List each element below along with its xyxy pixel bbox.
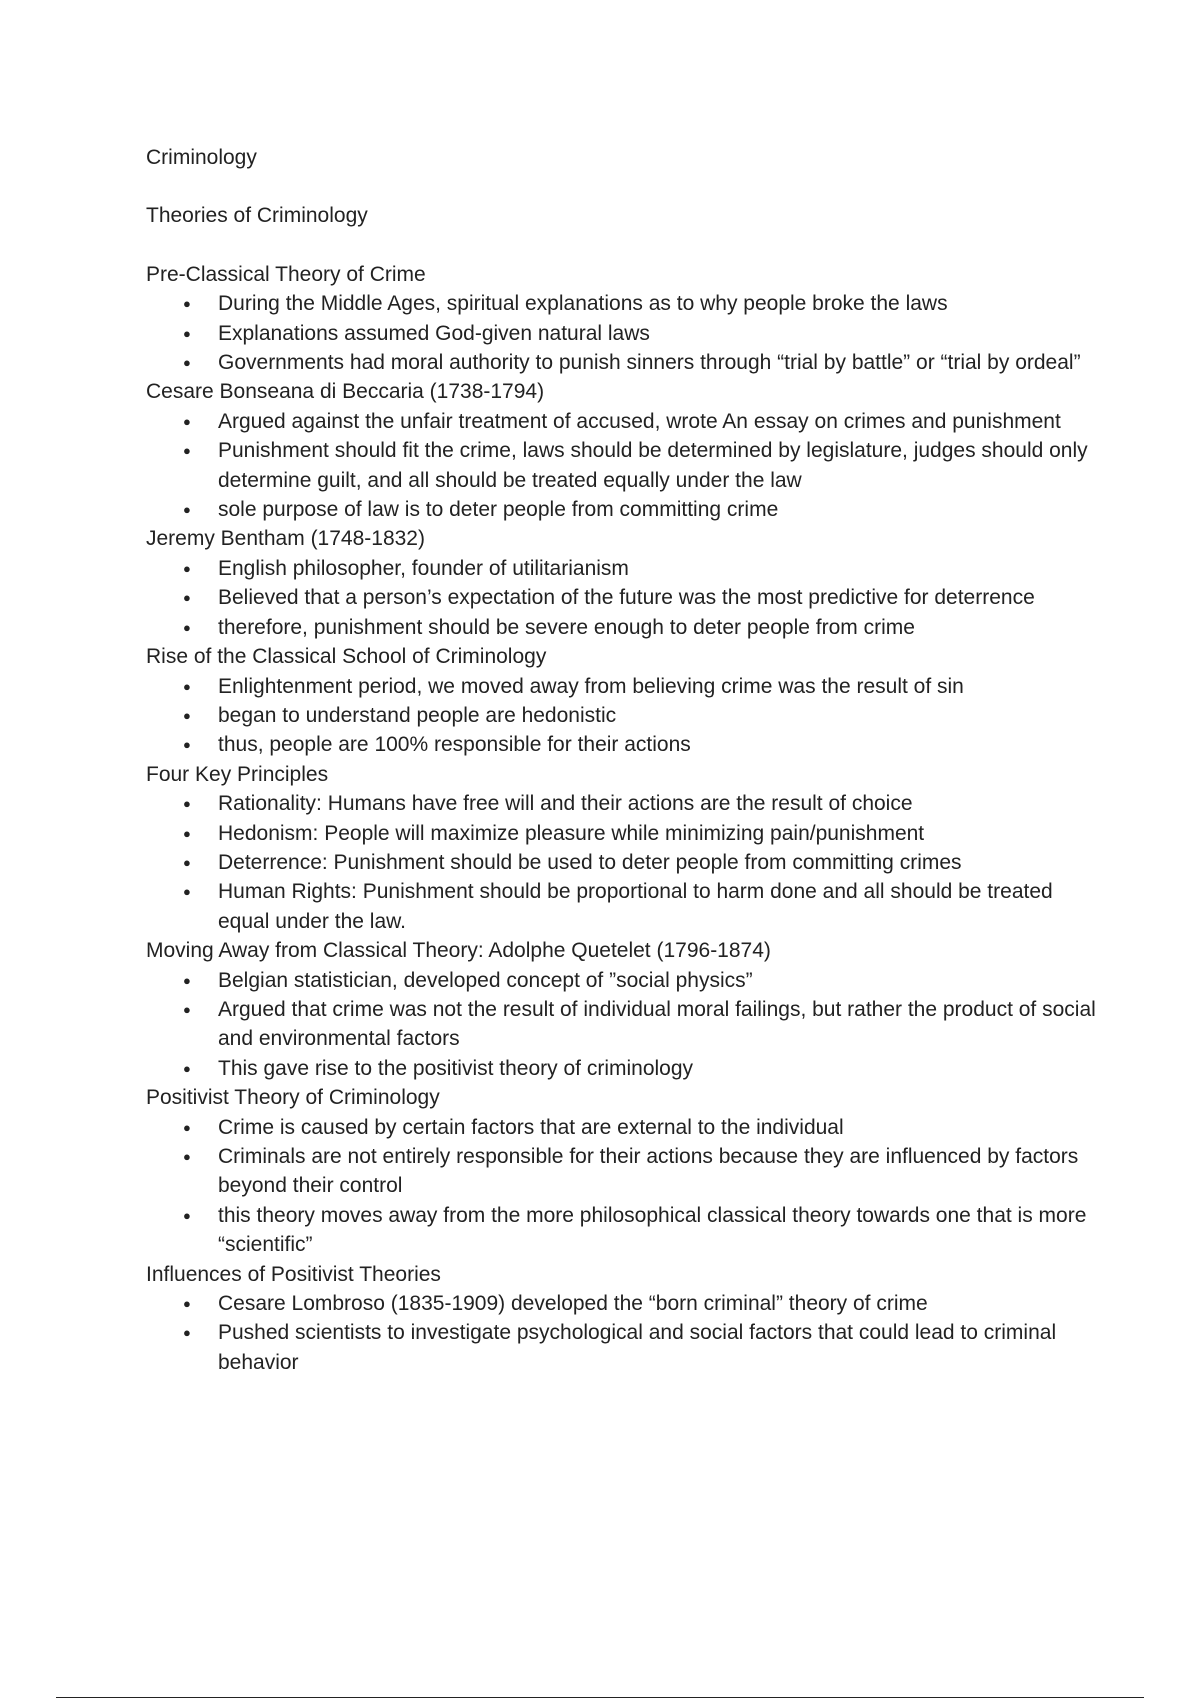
list-item: ● English philosopher, founder of utilitarianism [146,554,1106,583]
list-item: ● Governments had moral authority to punish sinners through “trial by battle” or “trial by ordeal” [146,348,1106,377]
list-item: ● Human Rights: Punishment should be proportional to harm done and all should be treated equal under the law. [146,877,1106,936]
list-item: ● thus, people are 100% responsible for their actions [146,730,1106,759]
section-pre-classical [146,260,1106,378]
list-item: ● This gave rise to the positivist theory of criminology [146,1054,1106,1083]
section-four-key-principles [146,760,1106,936]
bottom-divider [56,1697,1144,1698]
list-item: ● Pushed scientists to investigate psychological and social factors that could lead to criminal behavior [146,1318,1106,1377]
list-item: ● Hedonism: People will maximize pleasure while minimizing pain/punishment [146,819,1106,848]
document-title: Criminology [146,146,257,169]
section-positivist-influences [146,1260,1106,1378]
list-item: ● began to understand people are hedonistic [146,701,1106,730]
list-item: ● Believed that a person’s expectation of the future was the most predictive for deterrence [146,583,1106,612]
list-item: ● Belgian statistician, developed concept of ”social physics” [146,966,1106,995]
section-heading: Moving Away from Classical Theory: Adolphe Quetelet (1796-1874) [146,939,771,963]
list-item: ● Punishment should fit the crime, laws should be determined by legislature, judges should only determine guilt, and all should be treated equally under the law [146,436,1106,495]
section-positivist-theory [146,1083,1106,1259]
bullet-list [146,1289,1106,1377]
list-item: ● Argued that crime was not the result of individual moral failings, but rather the product of social and environmental factors [146,995,1106,1054]
list-item: ● Crime is caused by certain factors that are external to the individual [146,1113,1106,1142]
bullet-list [146,1113,1106,1260]
bullet-list [146,407,1106,525]
list-item: ● therefore, punishment should be severe enough to deter people from crime [146,613,1106,642]
bullet-list [146,289,1106,377]
section-classical-school [146,642,1106,760]
section-quetelet [146,936,1106,1083]
list-item: ● sole purpose of law is to deter people from committing crime [146,495,1106,524]
document-subtitle: Theories of Criminology [146,204,368,228]
section-heading: Rise of the Classical School of Criminology [146,645,547,669]
list-item: ● Argued against the unfair treatment of accused, wrote An essay on crimes and punishment [146,407,1106,436]
section-heading: Jeremy Bentham (1748-1832) [146,527,425,551]
bullet-list [146,789,1106,936]
list-item: ● Cesare Lombroso (1835-1909) developed the “born criminal” theory of crime [146,1289,1106,1318]
bullet-list [146,672,1106,760]
section-heading: Influences of Positivist Theories [146,1262,441,1286]
list-item: ● Enlightenment period, we moved away from believing crime was the result of sin [146,672,1106,701]
bullet-list [146,554,1106,642]
section-heading: Cesare Bonseana di Beccaria (1738-1794) [146,380,545,404]
list-item: ● this theory moves away from the more philosophical classical theory towards one that is more “scientific” [146,1201,1106,1260]
document-page [146,143,1106,1377]
list-item: ● Rationality: Humans have free will and their actions are the result of choice [146,789,1106,818]
list-item: ● Explanations assumed God-given natural laws [146,319,1106,348]
list-item: ● Deterrence: Punishment should be used to deter people from committing crimes [146,848,1106,877]
section-heading: Pre-Classical Theory of Crime [146,262,426,286]
bullet-list [146,966,1106,1084]
section-bentham [146,524,1106,642]
list-item: ● During the Middle Ages, spiritual explanations as to why people broke the laws [146,289,1106,318]
list-item: ● Criminals are not entirely responsible for their actions because they are influenced by factors beyond their control [146,1142,1106,1201]
section-heading: Four Key Principles [146,762,329,786]
section-heading: Positivist Theory of Criminology [146,1086,440,1110]
section-beccaria [146,377,1106,524]
